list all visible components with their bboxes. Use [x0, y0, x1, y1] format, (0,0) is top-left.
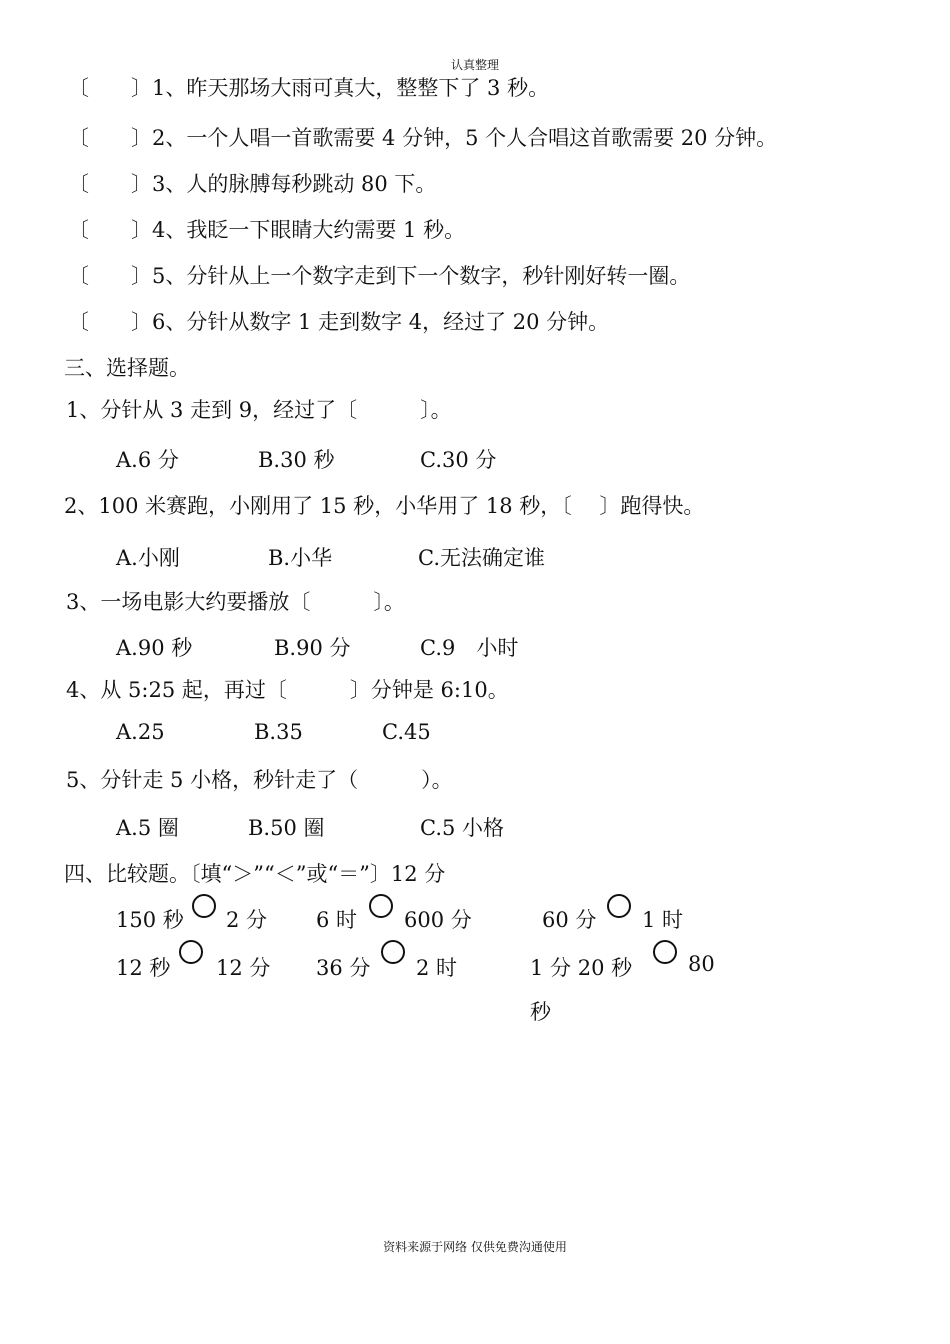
compare-6-right: 80: [688, 952, 715, 976]
compare-4-right: 12 分: [216, 956, 271, 980]
compare-4-circle[interactable]: [179, 940, 203, 964]
choice-5-option-b: B.50 圈: [248, 816, 325, 840]
choice-3-option-c: C.9 小时: [420, 636, 519, 660]
choice-question-3: 3、一场电影大约要播放〔 〕。: [66, 590, 405, 614]
compare-2-circle[interactable]: [369, 894, 393, 918]
compare-4-left: 12 秒: [116, 956, 171, 980]
judge-item-4: 〔 〕4、我眨一下眼睛大约需要 1 秒。: [68, 218, 466, 242]
choice-4-option-c: C.45: [382, 720, 431, 744]
compare-3-circle[interactable]: [607, 894, 631, 918]
choice-5-option-a: A.5 圈: [116, 816, 179, 840]
compare-1-left: 150 秒: [116, 908, 184, 932]
choice-2-option-a: A.小刚: [116, 546, 180, 570]
choice-question-4: 4、从 5:25 起，再过〔 〕分钟是 6:10。: [66, 678, 509, 702]
choice-1-option-c: C.30 分: [420, 448, 497, 472]
compare-5-right: 2 时: [416, 956, 458, 980]
compare-1-circle[interactable]: [192, 894, 216, 918]
compare-6-circle[interactable]: [653, 940, 677, 964]
choice-question-2: 2、100 米赛跑，小刚用了 15 秒，小华用了 18 秒，〔 〕跑得快。: [64, 494, 705, 518]
compare-2-left: 6 时: [316, 908, 358, 932]
compare-5-left: 36 分: [316, 956, 371, 980]
choice-3-option-a: A.90 秒: [116, 636, 193, 660]
compare-6-left: 1 分 20 秒: [530, 956, 633, 980]
compare-2-right: 600 分: [404, 908, 472, 932]
judge-item-6: 〔 〕6、分针从数字 1 走到数字 4，经过了 20 分钟。: [68, 310, 610, 334]
compare-1-right: 2 分: [226, 908, 268, 932]
choice-5-option-c: C.5 小格: [420, 816, 505, 840]
page-footer: 资料来源于网络 仅供免费沟通使用: [383, 1240, 567, 1254]
choice-3-option-b: B.90 分: [274, 636, 351, 660]
page-header: 认真整理: [450, 58, 499, 72]
choice-2-option-b: B.小华: [268, 546, 333, 570]
judge-item-3: 〔 〕3、人的脉膊每秒跳动 80 下。: [68, 172, 437, 196]
choice-1-option-b: B.30 秒: [258, 448, 335, 472]
compare-3-left: 60 分: [542, 908, 597, 932]
compare-5-circle[interactable]: [381, 940, 405, 964]
judge-item-1: 〔 〕1、昨天那场大雨可真大，整整下了 3 秒。: [68, 76, 550, 100]
judge-item-2: 〔 〕2、一个人唱一首歌需要 4 分钟，5 个人合唱这首歌需要 20 分钟。: [68, 126, 778, 150]
compare-6-unit-wrap: 秒: [530, 1000, 551, 1024]
choice-4-option-a: A.25: [116, 720, 165, 744]
choice-2-option-c: C.无法确定谁: [418, 546, 545, 570]
compare-3-right: 1 时: [642, 908, 684, 932]
choice-section-title: 三、选择题。: [64, 356, 190, 380]
choice-4-option-b: B.35: [254, 720, 303, 744]
compare-section-title: 四、比较题。〔填“＞”“＜”或“＝”〕12 分: [64, 862, 446, 886]
choice-1-option-a: A.6 分: [116, 448, 179, 472]
judge-item-5: 〔 〕5、分针从上一个数字走到下一个数字，秒针刚好转一圈。: [68, 264, 691, 288]
choice-question-1: 1、分针从 3 走到 9，经过了〔 〕。: [66, 398, 452, 422]
choice-question-5: 5、分针走 5 小格，秒针走了（ ）。: [66, 768, 453, 792]
